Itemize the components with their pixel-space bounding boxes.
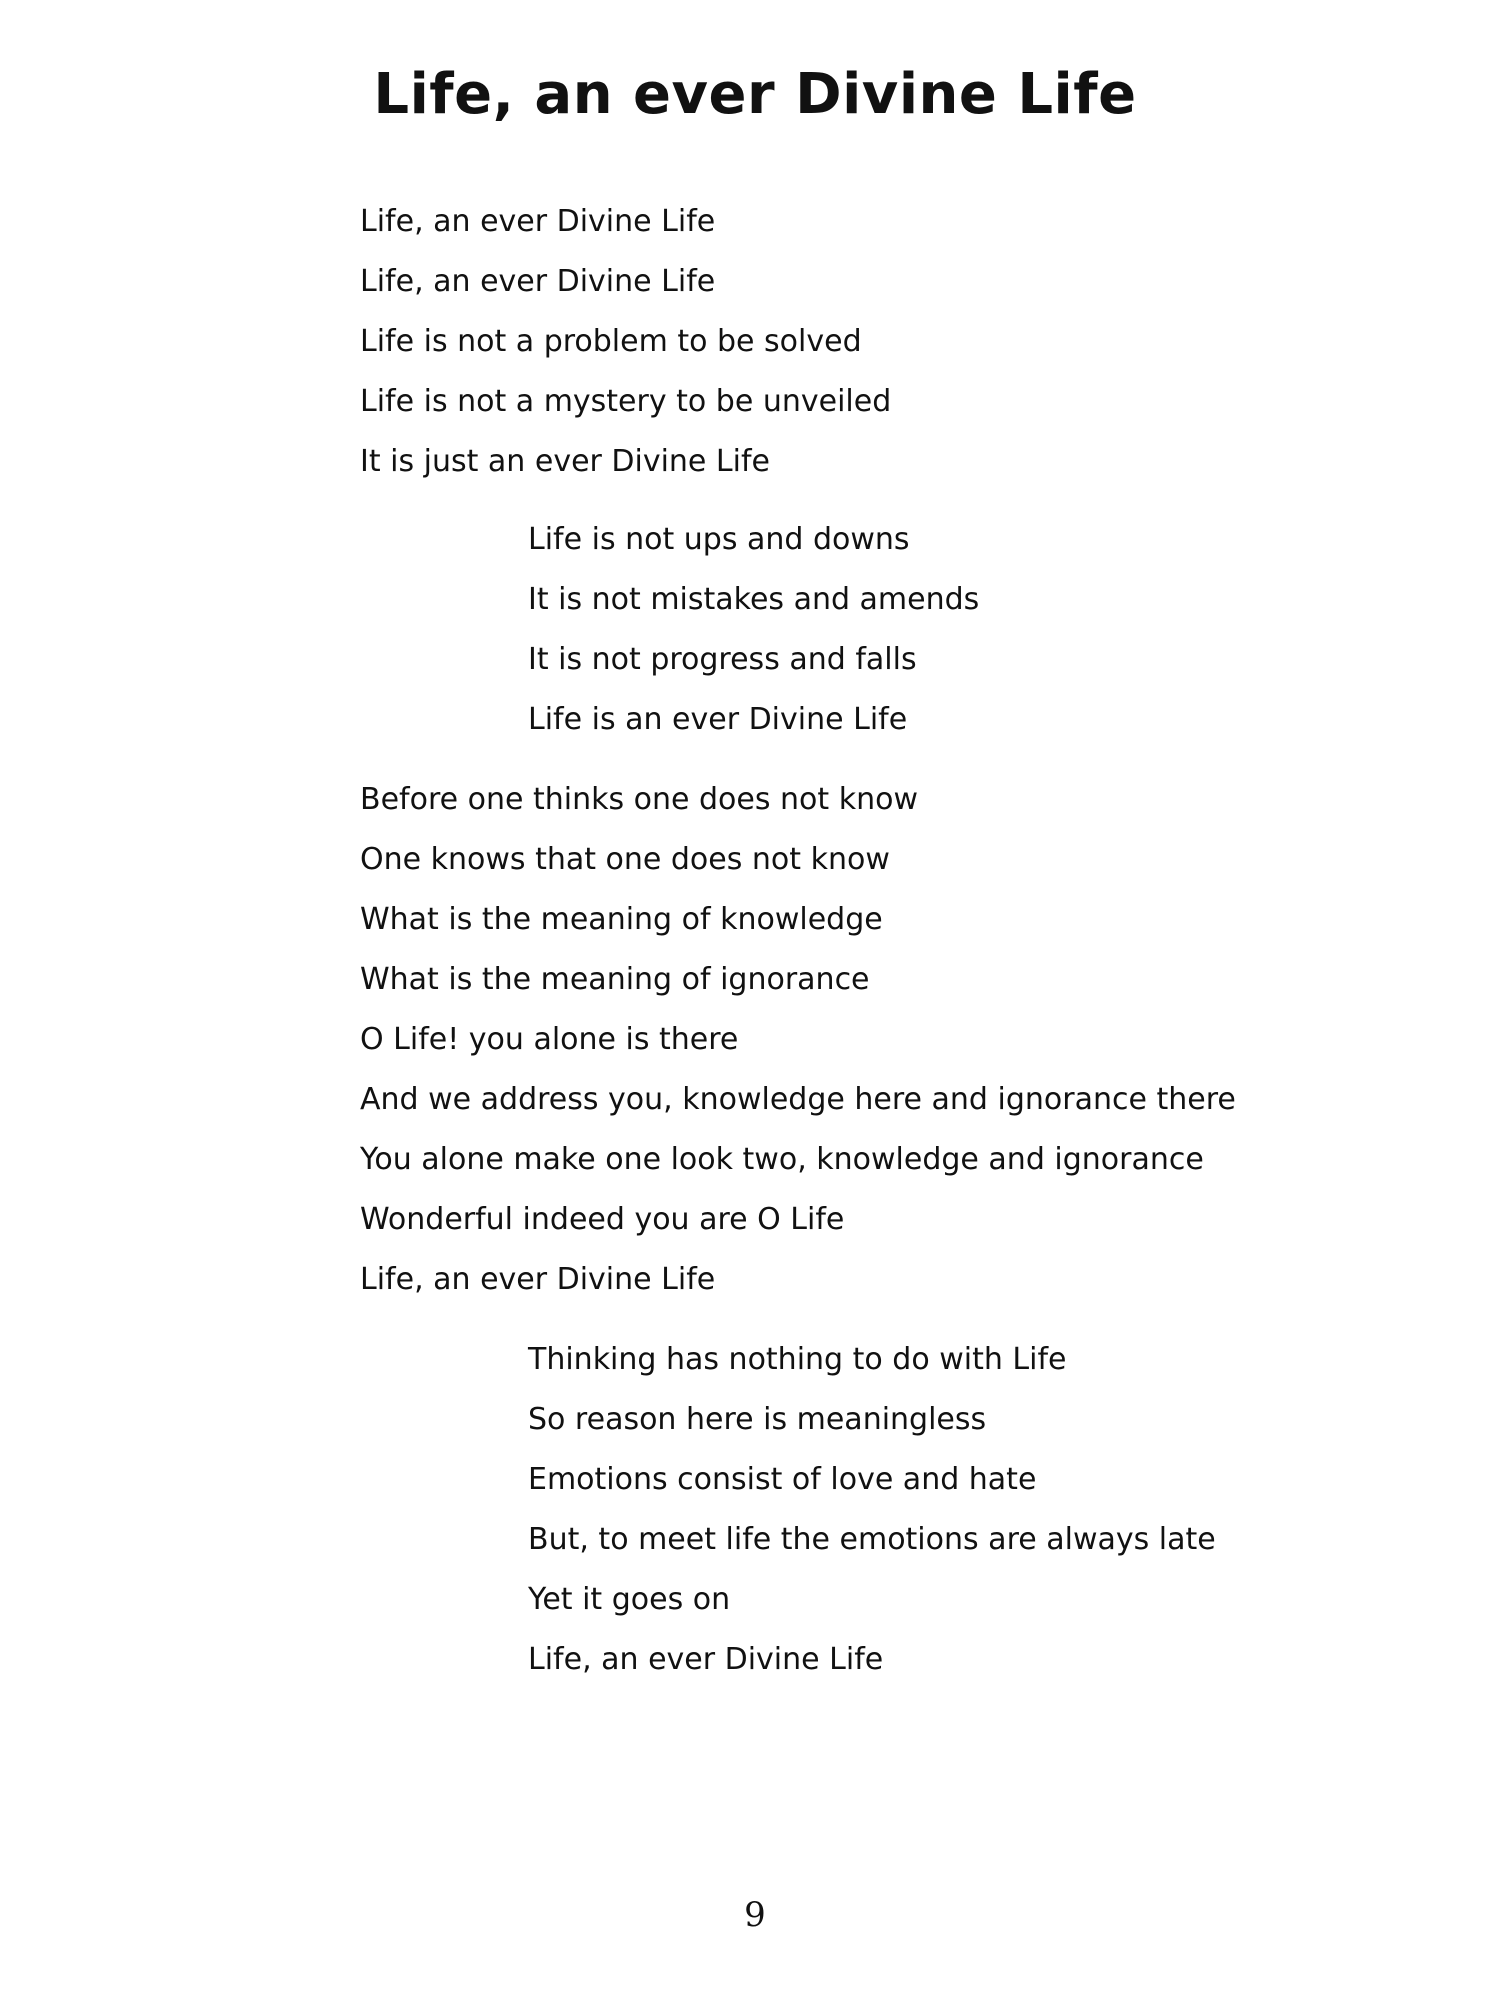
stanza-2: [528, 510, 979, 750]
poem-line: What is the meaning of knowledge: [360, 902, 883, 937]
poem-line: Life, an ever Divine Life: [360, 204, 716, 239]
poem-line: What is the meaning of ignorance: [360, 962, 870, 997]
poem-line: Wonderful indeed you are O Life: [360, 1202, 845, 1237]
poem-line: Life, an ever Divine Life: [360, 1262, 716, 1297]
stanza-4: [528, 1330, 1216, 1690]
stanza-1: [360, 192, 891, 492]
poem-line: Thinking has nothing to do with Life: [528, 1342, 1067, 1377]
poem-line: Emotions consist of love and hate: [528, 1462, 1037, 1497]
poem-line: So reason here is meaningless: [528, 1402, 987, 1437]
page-title: Life, an ever Divine Life: [373, 62, 1137, 127]
poem-line: You alone make one look two, knowledge and ignorance: [360, 1142, 1204, 1177]
stanza-3: [360, 770, 1236, 1310]
poem-line: O Life! you alone is there: [360, 1022, 739, 1057]
poem-line: Before one thinks one does not know: [360, 782, 918, 817]
poem-line: Life, an ever Divine Life: [528, 1642, 884, 1677]
poem-line: It is not mistakes and amends: [528, 582, 980, 617]
poem-line: Life is not a problem to be solved: [360, 324, 862, 359]
poem-line: One knows that one does not know: [360, 842, 890, 877]
poem-line: But, to meet life the emotions are always late: [528, 1522, 1216, 1557]
poem-line: Life, an ever Divine Life: [360, 264, 716, 299]
poem-line: It is just an ever Divine Life: [360, 444, 770, 479]
poem-line: Yet it goes on: [528, 1582, 731, 1617]
poem-line: It is not progress and falls: [528, 642, 917, 677]
page-number: 9: [744, 1895, 766, 1935]
poem-line: Life is not ups and downs: [528, 522, 910, 557]
poem-line: Life is an ever Divine Life: [528, 702, 908, 737]
poem-line: And we address you, knowledge here and ignorance there: [360, 1082, 1236, 1117]
poem-line: Life is not a mystery to be unveiled: [360, 384, 892, 419]
